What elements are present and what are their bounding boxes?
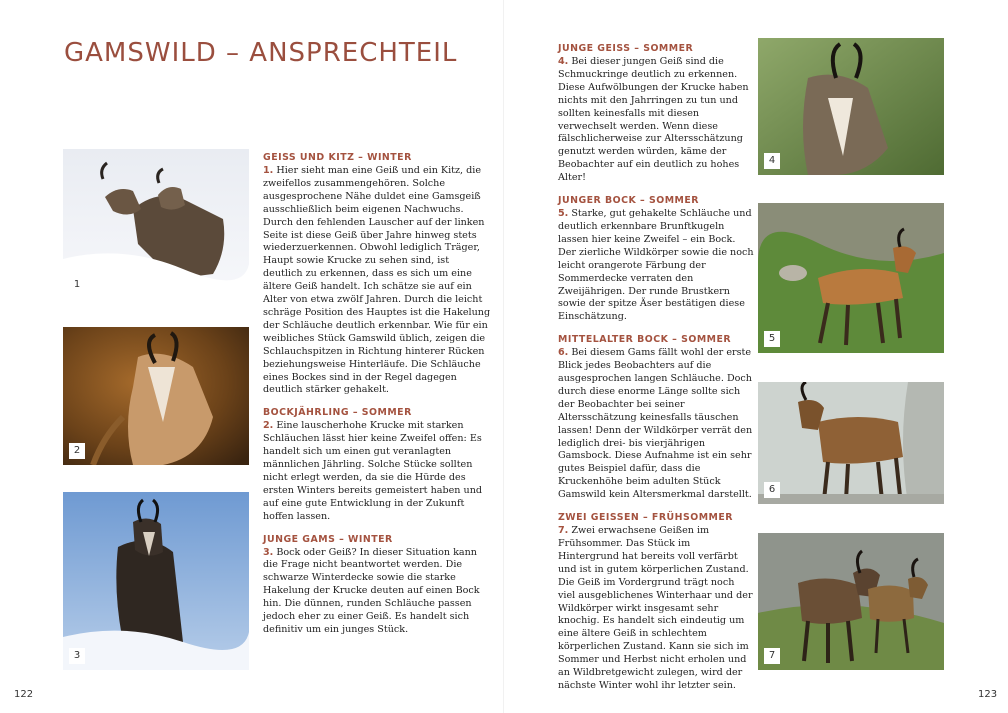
photo-number: 6 <box>764 482 780 498</box>
section-body <box>263 165 491 397</box>
section-number: 7. <box>558 525 569 537</box>
section-5 <box>558 194 754 324</box>
right-page <box>504 0 1008 713</box>
section-heading: JUNGE GEISS – SOMMER <box>558 43 694 54</box>
section-body <box>263 420 491 523</box>
section-body <box>558 208 754 324</box>
photo-5 <box>758 203 944 353</box>
section-text: Hier sieht man eine Geiß und ein Kitz, die zweifellos zusammengehören. Solche ausgesprochene Nähe duldet eine Gamsgeiß ausschließlich beim eigenen Nachwuchs. Durch den fehlenden Lauscher auf der linken Seite ist diese Geiß über Jahre hinweg stets wiederzuerkennen. Obwohl lediglich Träger, Haupt sowie Krucke zu sehen sind, ist deutlich zu erkennen, dass es sich um eine ältere Geiß handelt. Ich schätze sie auf ein Alter von etwa zwölf Jahren. Durch die leicht schräge Position des Hauptes ist die Hakelung der Schläuche deutlich erkennbar. Wie für ein weibliches Stück Gamswild üblich, zeigen die Schlauchspitzen in Richtung hinterer Rücken beziehungsweise Hinterläufe. Die Schläuche eines Bockes sind in der Regel dagegen deutlich stärker gehakelt. <box>263 165 491 396</box>
section-text: Starke, gut gehakelte Schläuche und deutlich erkennbare Brunftkugeln lassen hier keine Zweifel – ein Bock. Der zierliche Wildkörper sowie die noch leicht orangerote Färbung der Sommerdecke verraten den Zweijährigen. Der runde Brustkern sowie der spitze Äser bestätigen diese Einschätzung. <box>558 208 754 323</box>
photo-number: 1 <box>69 277 85 293</box>
section-text: Bei diesem Gams fällt wohl der erste Blick jedes Beobachters auf die ausgesprochen langen Schläuche. Doch durch diese enorme Länge sollte sich der Beobachter bei seiner Altersschätzung keinesfalls täuschen lassen! Denn der Wildkörper verrät den lediglich drei- bis vierjährigen Gamsbock. Diese Aufnahme ist ein sehr gutes Beispiel dafür, dass die Kruckenhöhe beim adulten Stück Gamswild kein Altersmerkmal darstellt. <box>558 347 753 501</box>
section-text: Bei dieser jungen Geiß sind die Schmuckringe deutlich zu erkennen. Diese Aufwölbungen der Krucke haben nichts mit den Jahrringen zu tun und sollten keinesfalls mit diesen verwechselt werden. Wenn diese fälschlicherweise zur Altersschätzung genutzt werden würden, käme der Beobachter auf ein deutlich zu hohes Alter! <box>558 56 749 184</box>
section-heading: JUNGE GAMS – WINTER <box>263 533 393 545</box>
photo-number: 4 <box>764 153 780 169</box>
page-title: GAMSWILD – ANSPRECHTEIL <box>64 38 458 68</box>
section-body <box>558 347 754 502</box>
section-text: Eine lauscherhohe Krucke mit starken Schläuchen lässt hier keine Zweifel offen: Es handelt sich um einen gut veranlagten männlichen Jährling. Solche Stücke sollten nicht erlegt werden, da sie die Hürde des ersten Winters bereits gemeistert haben und auf eine gute Entwicklung in der Zukunft hoffen lassen. <box>263 420 483 522</box>
photo-6 <box>758 382 944 504</box>
text-column-left <box>263 151 491 646</box>
section-body <box>558 56 754 185</box>
photo-number: 3 <box>69 648 85 664</box>
section-text: Bock oder Geiß? In dieser Situation kann die Frage nicht beantwortet werden. Die schwarze Winterdecke sowie die starke Hakelung der Krucke deuten auf einen Bock hin. Die dünnen, runden Schläuche passen jedoch eher zu einer Geiß. Es handelt sich definitiv um ein junges Stück. <box>263 546 480 635</box>
section-number: 4. <box>558 56 569 67</box>
section-body <box>558 525 754 693</box>
photo-4 <box>758 38 944 175</box>
section-3 <box>263 533 491 637</box>
section-heading: ZWEI GEISSEN – FRÜHSOMMER <box>558 512 734 524</box>
section-4 <box>558 42 754 185</box>
section-heading: MITTELALTER BOCK – SOMMER <box>558 334 732 346</box>
photo-3 <box>63 492 249 670</box>
page-number-right: 123 <box>978 689 998 700</box>
section-7 <box>558 511 754 693</box>
section-heading: JUNGER BOCK – SOMMER <box>558 195 700 207</box>
section-6 <box>558 333 754 502</box>
section-body <box>263 547 491 637</box>
text-column-right <box>558 42 754 702</box>
section-2 <box>263 406 491 523</box>
page-number-left: 122 <box>14 689 34 700</box>
photo-number: 5 <box>764 331 780 347</box>
section-number: 2. <box>263 420 274 432</box>
photo-7 <box>758 533 944 670</box>
section-number: 1. <box>263 165 274 176</box>
photo-number: 2 <box>69 443 85 459</box>
section-text: Zwei erwachsene Geißen im Frühsommer. Das Stück im Hintergrund hat bereits voll verfärbt und ist in gutem körperlichen Zustand. Die Geiß im Vordergrund trägt noch viel ausgeblichenes Winterhaar und der Wildkörper wirkt insgesamt sehr knochig. Es handelt sich eindeutig um eine ältere Geiß in schlechtem körperlichen Zustand. Kann sie sich im Sommer und Herbst nicht erholen und an Wildbretgewicht zulegen, wird der nächste Winter wohl ihr letzter sein. <box>558 525 753 691</box>
section-1 <box>263 151 491 397</box>
section-heading: GEISS UND KITZ – WINTER <box>263 152 412 163</box>
section-number: 3. <box>263 546 274 558</box>
section-heading: BOCKJÄHRLING – SOMMER <box>263 407 412 419</box>
section-number: 5. <box>558 208 569 220</box>
photo-1 <box>63 149 249 299</box>
photo-number: 7 <box>764 648 780 664</box>
section-number: 6. <box>558 347 569 359</box>
photo-2 <box>63 327 249 465</box>
